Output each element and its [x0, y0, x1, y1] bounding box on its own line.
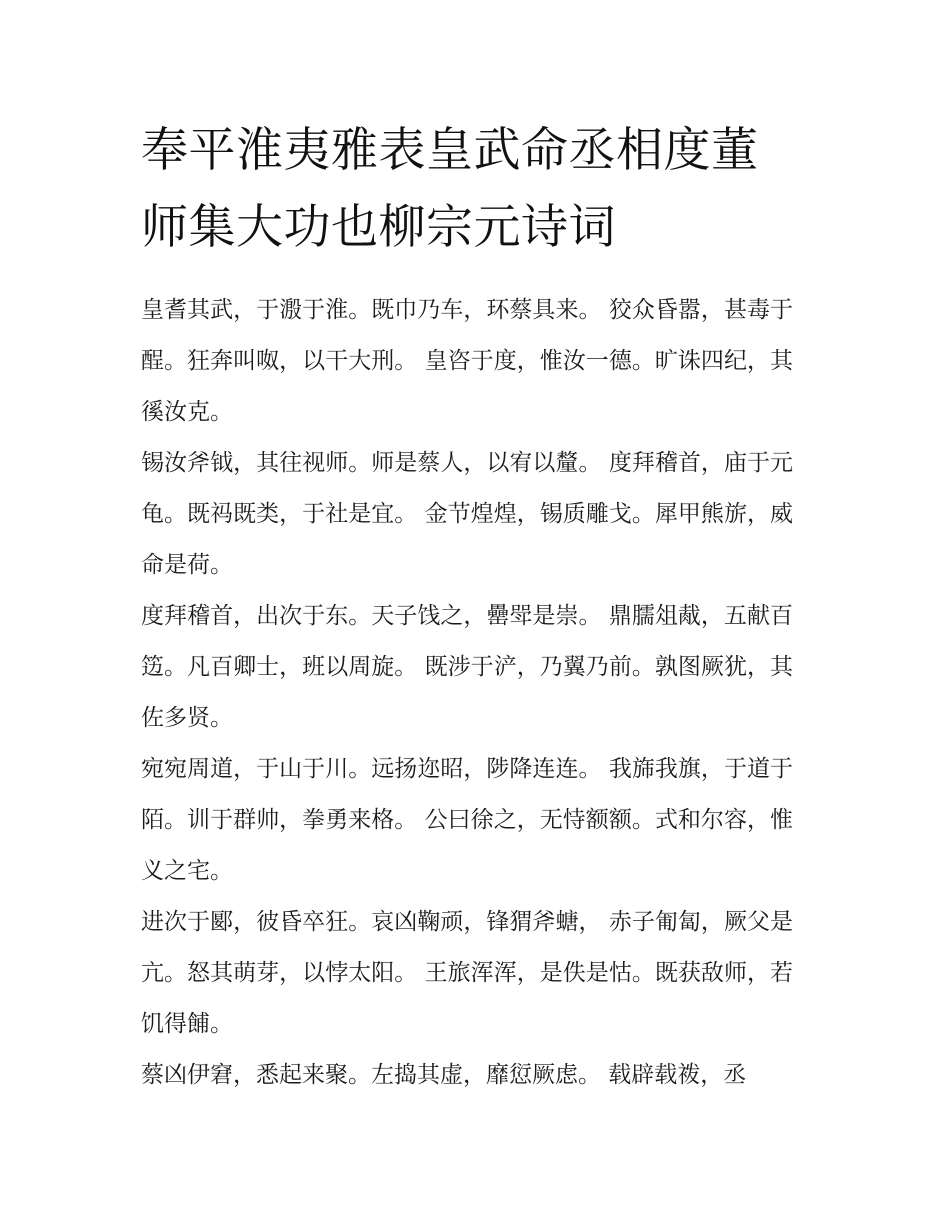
- title-line-2: 师集大功也柳宗元诗词: [141, 200, 616, 255]
- paragraph-1: 皇耆其武，于溵于淮。既巾乃车，环蔡具来。 狡众昏嚣，甚毒于酲。狂奔叫呶，以干大刑。 皇咨于度，惟汝一德。旷诛四纪，其徯汝克。: [141, 297, 793, 425]
- document-content: [141, 112, 793, 1101]
- paragraph-5: 进次于郾，彼昏卒狂。哀凶鞠顽，锋猬斧螗， 赤子匍匐，厥父是亢。怒其萌芽，以悖太阳。 王旅浑浑，是佚是怙。既获敌师，若饥得餔。: [141, 909, 793, 1037]
- paragraph-2: 锡汝斧钺，其往视师。师是蔡人，以宥以釐。 度拜稽首，庙于元龟。既祃既类，于社是宜。 金节煌煌，锡质雕戈。犀甲熊旂，威命是荷。: [141, 450, 793, 578]
- title-line-1: 奉平淮夷雅表皇武命丞相度董: [141, 123, 759, 178]
- paragraph-3: 度拜稽首，出次于东。天子饯之，罍斝是崇。 鼎臑俎胾，五献百笾。凡百卿士，班以周旋。 既涉于浐，乃翼乃前。孰图厥犹，其佐多贤。: [141, 603, 793, 731]
- paragraph-6: 蔡凶伊窘，悉起来聚。左捣其虚，靡愆厥虑。 载辟载袯，丞: [141, 1062, 747, 1088]
- paragraph-4: 宛宛周道，于山于川。远扬迩昭，陟降连连。 我旆我旗，于道于陌。训于群帅，拳勇来格。 公曰徐之，无恃额额。式和尔容，惟义之宅。: [141, 756, 793, 884]
- document-title: [141, 112, 793, 266]
- document-body: [141, 285, 793, 1101]
